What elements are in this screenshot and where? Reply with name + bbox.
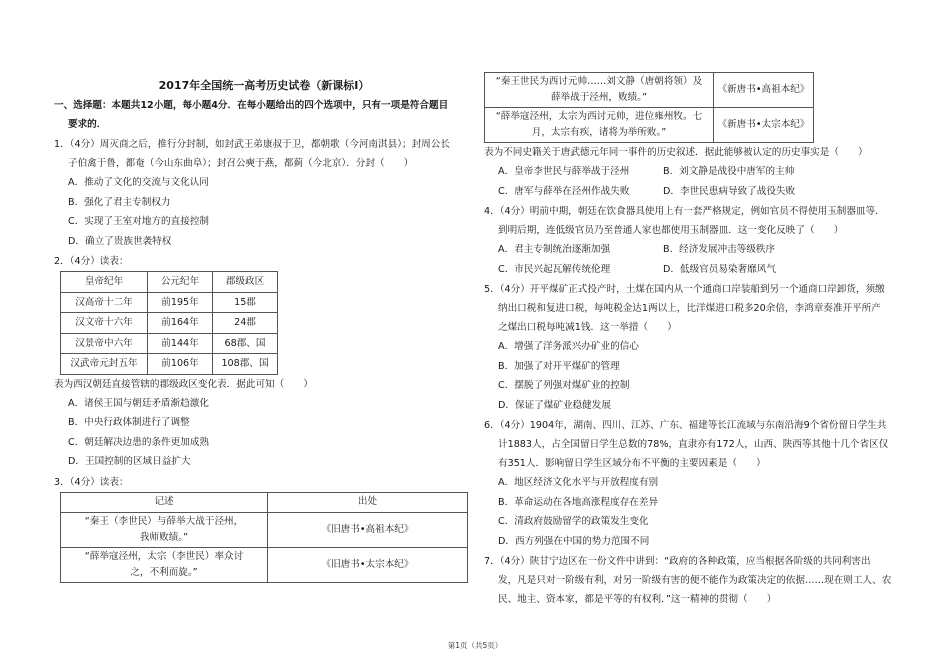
option-c[interactable]: C．实现了王室对地方的直接控制 xyxy=(68,216,210,227)
question-6-stem: 6．（4分）1904年，湖南、四川、江苏、广东、福建等长江流域与东南沿海9个省份留日学生共 计1883人，占全国留日学生总数的78%，直隶亦有172人，山西、陕西等其他十几个省区仅 有351人．影响留日学生区域分布不平衡的主要因素是（ ） xyxy=(484,420,889,469)
question-2-stem: 2．（4分）读表： xyxy=(54,256,129,267)
table-header: 郡级政区 xyxy=(213,272,278,293)
option-c[interactable]: C．摆脱了列强对煤矿业的控制 xyxy=(498,380,630,391)
question-2-note: 表为西汉朝廷直接管辖的郡级政区变化表．据此可知（ ） xyxy=(54,378,314,390)
option-row xyxy=(484,240,904,260)
table-row: 汉景帝中六年 前144年 68郡、国 xyxy=(61,333,278,354)
table-row: “薛举寇泾州，太宗（李世民）率众讨之，不利而旋。” 《旧唐书•太宗本纪》 xyxy=(61,547,468,582)
option-b[interactable]: B．经济发展冲击等级秩序 xyxy=(663,244,776,255)
question-3-note: 表为不同史籍关于唐武德元年同一事件的历史叙述．据此能够被认定的历史事实是（ ） xyxy=(484,147,868,158)
option-c[interactable]: C．朝廷解决边患的条件更加成熟 xyxy=(68,436,210,448)
table-row: 汉高帝十二年 前195年 15郡 xyxy=(61,292,278,313)
option-d[interactable]: D．王国控制的区域日益扩大 xyxy=(68,456,191,467)
option-a[interactable]: A．君主专制统治逐渐加强 xyxy=(498,244,611,255)
question-1 xyxy=(54,135,474,251)
option-a[interactable]: A．诸侯王国与朝廷矛盾渐趋激化 xyxy=(68,397,209,409)
option-row xyxy=(484,162,904,182)
option-c[interactable]: C．唐军与薛举在泾州作战失败 xyxy=(498,185,630,197)
option-d[interactable]: D．西方列强在中国的势力范围不同 xyxy=(498,535,650,547)
option-a[interactable]: A．地区经济文化水平与开放程度有别 xyxy=(498,477,659,488)
option-d[interactable]: D．保证了煤矿业稳健发展 xyxy=(498,399,611,411)
right-column xyxy=(484,0,904,609)
option-c[interactable]: C．市民兴起瓦解传统伦理 xyxy=(498,263,611,275)
question-3-table-part1 xyxy=(60,492,468,583)
section-heading xyxy=(54,96,474,134)
page-footer: 第1页（共5页） xyxy=(447,641,503,650)
table-row: 汉文帝十六年 前164年 24郡 xyxy=(61,313,278,334)
table-row: “薛举寇泾州，太宗为西讨元帅，进位雍州牧。七月，太宗有疾，诸将为举所败。” 《新唐书•太宗本纪》 xyxy=(485,108,814,143)
page-title: 2017年全国统一高考历史试卷（新课标Ⅰ） xyxy=(158,79,370,92)
option-a[interactable]: A．增强了洋务派兴办矿业的信心 xyxy=(498,341,639,352)
table-row: “秦王（李世民）与薛举大战于泾州，我师败绩。” 《旧唐书•高祖本纪》 xyxy=(61,512,468,547)
section-heading-line1: 一、选择题：本题共12小题，每小题4分．在每小题给出的四个选项中，只有一项是符合题目 xyxy=(54,100,449,111)
option-d[interactable]: D．低级官员易染奢靡风气 xyxy=(663,263,776,275)
option-d[interactable]: D．确立了贵族世袭特权 xyxy=(68,235,172,247)
option-b[interactable]: B．革命运动在各地高涨程度存在差异 xyxy=(498,496,659,508)
question-6 xyxy=(484,416,904,551)
question-1-stem: 1．（4分）周灭商之后，推行分封制，如封武王弟康叔于卫，都朝歌（今河南淇县）；封周公长 子伯禽于鲁，都奄（今山东曲阜）；封召公奭于燕，都蓟（今北京）．分封（ ） xyxy=(54,139,450,169)
left-column xyxy=(54,0,474,583)
option-b[interactable]: B．加强了对开平煤矿的管理 xyxy=(498,360,620,372)
question-3-stem: 3．（4分）读表： xyxy=(54,476,129,488)
section-heading-line2: 要求的． xyxy=(68,119,107,130)
option-a[interactable]: A．皇帝李世民与薛举战于泾州 xyxy=(498,166,630,177)
question-3 xyxy=(54,473,474,583)
question-2-table xyxy=(60,271,278,375)
question-7-stem: 7．（4分）陕甘宁边区在一份文件中讲到：“政府的各种政策，应当根据各阶级的共同利害出 发，凡是只对一阶级有利，对另一阶级有害的便不能作为政策决定的依据……现在则工人、农 民、地主、资本家，都是平等的有权利．”这一精神的贯彻（ ） xyxy=(484,556,892,605)
question-3-table-part2 xyxy=(484,72,814,143)
table-row: 汉武帝元封五年 前106年 108郡、国 xyxy=(61,354,278,375)
question-4-stem: 4．（4分）明前中期，朝廷在饮食器具使用上有一套严格规定，例如官员不得使用玉制器皿等． 到明后期，连低级官员乃至普通人家也都使用玉制器皿．这一变化反映了（ ） xyxy=(484,206,885,236)
option-row xyxy=(484,182,904,202)
option-d[interactable]: D．李世民患病导致了战役失败 xyxy=(663,185,796,197)
option-c[interactable]: C．清政府鼓励留学的政策发生变化 xyxy=(498,516,649,527)
option-a[interactable]: A．推动了文化的交流与文化认同 xyxy=(68,177,209,188)
question-7 xyxy=(484,552,904,609)
question-5-stem: 5．（4分）开平煤矿正式投产时，土煤在国内从一个通商口岸装船到另一个通商口岸卸货，须缴 纳出口税和复进口税，每吨税金达1两以上，比洋煤进口税多20余倍，李鸿章奏准开平所产 之煤出口税每吨减1钱．这一举措（ ） xyxy=(484,284,885,333)
table-row: “秦王世民为西讨元帅……刘文静（唐朝将领）及薛举战于泾州，败绩。” 《新唐书•高祖本纪》 xyxy=(485,73,814,108)
option-b[interactable]: B．刘文静是战役中唐军的主帅 xyxy=(663,166,795,177)
question-5 xyxy=(484,280,904,415)
table-header: 出处 xyxy=(268,492,468,512)
option-b[interactable]: B．中央行政体制进行了调整 xyxy=(68,417,190,428)
table-header: 记述 xyxy=(61,492,268,512)
question-2 xyxy=(54,252,474,472)
option-row xyxy=(484,260,904,280)
table-header: 皇帝纪年 xyxy=(61,272,148,293)
question-4 xyxy=(484,202,904,279)
option-b[interactable]: B．强化了君主专制权力 xyxy=(68,196,171,208)
table-header: 公元纪年 xyxy=(148,272,213,293)
